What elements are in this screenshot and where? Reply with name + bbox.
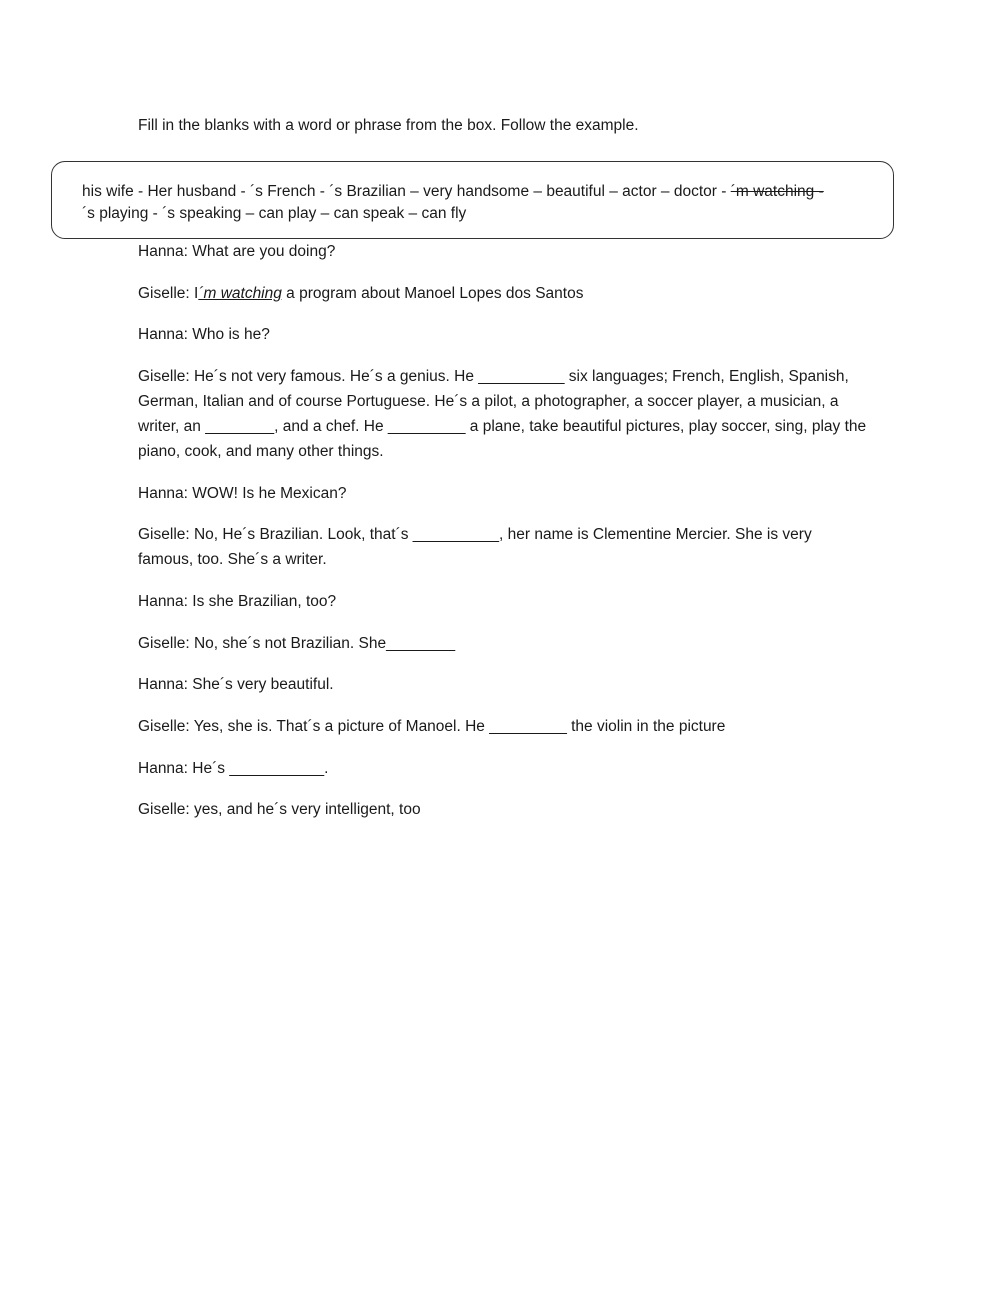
- dialogue-line: Giselle: Yes, she is. That´s a picture of Manoel. He _________ the violin in the picture: [138, 718, 726, 735]
- speaker-text: Giselle: I: [138, 285, 199, 302]
- speaker-text-rest: a program about Manoel Lopes dos Santos: [281, 285, 584, 302]
- dialogue-line: Hanna: He´s ___________.: [138, 760, 329, 777]
- dialogue-line: Giselle: No, He´s Brazilian. Look, that´s __________, her name is Clementine Mercier. She is very famous, too. She´s a writer.: [138, 526, 812, 568]
- example-answer: ´m watching: [198, 285, 282, 302]
- word-box-line-2: ´s playing - ´s speaking – can play – can speak – can fly: [82, 205, 467, 222]
- dialogue-line: Giselle: He´s not very famous. He´s a genius. He __________ six languages; French, English, Spanish, German, Italian and of course Portuguese. He´s a pilot, a photographer, a soccer player, a musician, a writer, an ________, and a chef. He _________ a plane, take beautiful pictures, play soccer, sing, play the piano, cook, and many other things.: [138, 368, 867, 460]
- dialogue-line: Hanna: Who is he?: [138, 326, 270, 343]
- dialogue-line: Hanna: What are you doing?: [138, 243, 336, 260]
- word-box: [51, 161, 894, 239]
- dialogue-line-example: [138, 281, 868, 306]
- dialogue-line: Hanna: She´s very beautiful.: [138, 676, 334, 693]
- dialogue-line: Hanna: WOW! Is he Mexican?: [138, 485, 347, 502]
- word-box-line-1: [82, 183, 824, 201]
- dialogue-line: Giselle: No, she´s not Brazilian. She________: [138, 635, 456, 652]
- word-box-options: his wife - Her husband - ´s French - ´s Brazilian – very handsome – beautiful – actor – doctor -: [82, 183, 731, 200]
- instructions: Fill in the blanks with a word or phrase from the box. Follow the example.: [138, 117, 639, 134]
- used-example-option: ´m watching -: [730, 183, 824, 200]
- dialogue-line: Hanna: Is she Brazilian, too?: [138, 593, 337, 610]
- dialogue-line: Giselle: yes, and he´s very intelligent, too: [138, 801, 421, 818]
